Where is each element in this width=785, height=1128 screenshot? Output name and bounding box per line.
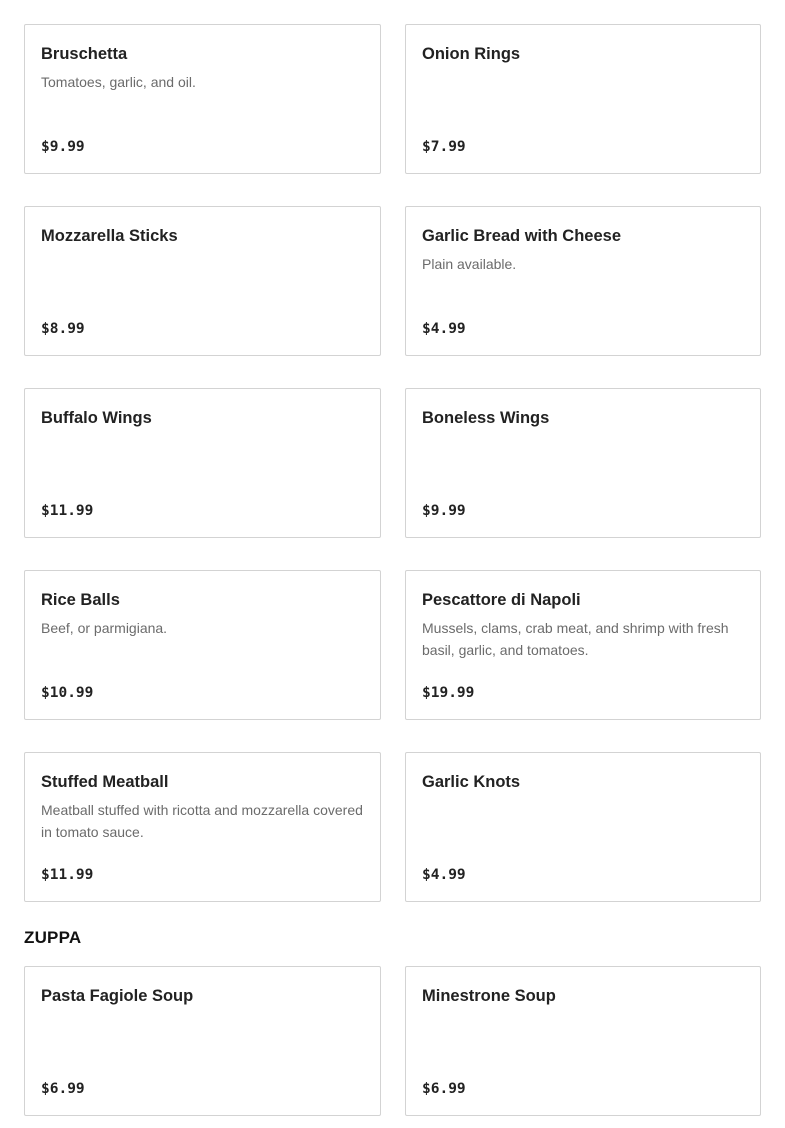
item-price: $9.99	[422, 503, 466, 519]
item-name: Garlic Knots	[422, 773, 521, 791]
item-name: Rice Balls	[41, 591, 120, 609]
menu-item-card[interactable]	[24, 966, 381, 1116]
item-name: Garlic Bread with Cheese	[422, 227, 621, 245]
item-price: $8.99	[41, 321, 85, 337]
menu-item-card[interactable]	[405, 570, 761, 720]
item-price: $9.99	[41, 139, 85, 155]
item-price: $7.99	[422, 139, 466, 155]
item-name: Buffalo Wings	[41, 409, 152, 427]
item-price: $11.99	[41, 503, 94, 519]
item-price: $6.99	[41, 1081, 85, 1097]
item-description: Beef, or parmigiana.	[41, 620, 168, 636]
item-name: Stuffed Meatball	[41, 773, 169, 791]
item-description: Tomatoes, garlic, and oil.	[41, 74, 196, 90]
item-name: Mozzarella Sticks	[41, 227, 178, 245]
menu-item-card[interactable]	[405, 24, 761, 174]
menu-item-card[interactable]	[24, 24, 381, 174]
item-name: Onion Rings	[422, 45, 521, 63]
item-price: $4.99	[422, 867, 466, 883]
item-description: Mussels, clams, crab meat, and shrimp with fresh basil, garlic, and tomatoes.	[422, 620, 729, 658]
item-description: Meatball stuffed with ricotta and mozzarella covered in tomato sauce.	[41, 802, 363, 840]
menu-item-card[interactable]	[405, 752, 761, 902]
menu-item-card[interactable]	[24, 206, 381, 356]
item-price: $4.99	[422, 321, 466, 337]
menu-item-card[interactable]	[24, 570, 381, 720]
menu-item-card[interactable]	[405, 206, 761, 356]
menu-item-card[interactable]	[405, 966, 761, 1116]
menu-grid-appetizers	[24, 24, 761, 902]
section-heading-zuppa: ZUPPA	[24, 928, 82, 947]
item-name: Bruschetta	[41, 45, 128, 63]
menu-grid-zuppa	[24, 966, 761, 1116]
item-name: Boneless Wings	[422, 409, 550, 427]
item-name: Pescattore di Napoli	[422, 591, 581, 609]
item-name: Pasta Fagiole Soup	[41, 987, 194, 1005]
item-name: Minestrone Soup	[422, 987, 556, 1005]
item-price: $6.99	[422, 1081, 466, 1097]
menu-item-card[interactable]	[24, 388, 381, 538]
item-price: $11.99	[41, 867, 94, 883]
menu-item-card[interactable]	[405, 388, 761, 538]
menu	[24, 24, 761, 1116]
item-price: $19.99	[422, 685, 475, 701]
item-description: Plain available.	[422, 256, 517, 272]
item-price: $10.99	[41, 685, 94, 701]
menu-item-card[interactable]	[24, 752, 381, 902]
